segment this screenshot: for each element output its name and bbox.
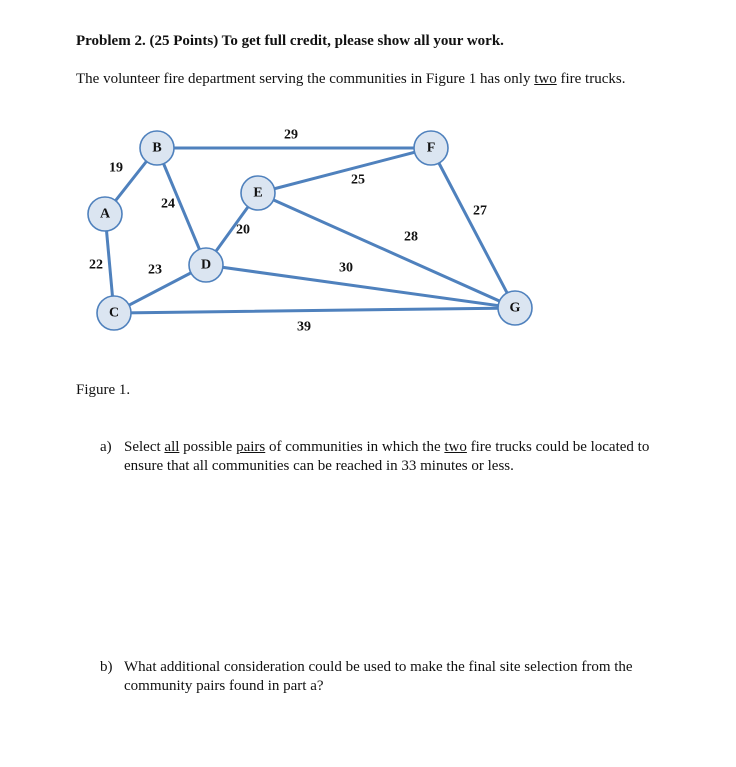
node-e — [241, 176, 275, 210]
node-label-b: B — [152, 140, 162, 156]
question-a-part-4: fire trucks could be located to ensure that all communities can be reached in 33 minutes or less. — [124, 439, 650, 474]
edge-f-g — [431, 148, 515, 308]
node-label-e: E — [253, 185, 263, 201]
question-a-underlined-two: two — [444, 439, 467, 455]
question-a-underlined-all: all — [164, 439, 180, 455]
problem-heading: Problem 2. (25 Points) To get full credit, please show all your work. — [76, 33, 504, 49]
node-f — [414, 131, 448, 165]
node-label-c: C — [108, 305, 120, 321]
intro-text-start: The volunteer fire department serving the communities in Figure 1 has only — [76, 71, 535, 87]
question-b-text: What additional consideration could be used to make the final site selection from the community pairs found in part a? — [124, 659, 633, 694]
question-b — [100, 658, 660, 696]
figure-caption: Figure 1. — [76, 382, 131, 398]
intro-text-end: fire trucks. — [556, 71, 626, 87]
edge-e-f — [258, 148, 431, 193]
node-label-g: G — [509, 300, 521, 316]
node-a — [88, 197, 122, 231]
edge-weight-e-g: 28 — [404, 229, 418, 245]
edge-weight-e-f: 25 — [351, 172, 365, 188]
node-g — [498, 291, 532, 325]
edge-weight-d-g: 30 — [339, 260, 353, 276]
edge-weight-c-d: 23 — [148, 262, 162, 278]
question-a-part-3: of communities in which the — [265, 439, 445, 455]
question-a-part-1: Select — [124, 439, 165, 455]
question-a-part-2: possible — [179, 439, 237, 455]
edge-weight-a-b: 19 — [109, 160, 123, 176]
node-label-a: A — [99, 206, 111, 222]
node-d — [189, 248, 223, 282]
question-b-letter: b) — [100, 659, 113, 675]
edge-weight-a-c: 22 — [89, 257, 103, 273]
node-label-f: F — [426, 140, 436, 156]
question-a — [100, 438, 660, 476]
edge-c-g — [114, 308, 515, 313]
edge-weight-f-g: 27 — [473, 203, 487, 219]
edge-weight-d-e: 20 — [236, 222, 250, 238]
node-label-d: D — [200, 257, 212, 273]
edge-weight-c-g: 39 — [297, 319, 311, 335]
question-a-underlined-pairs: pairs — [236, 439, 266, 455]
node-b — [140, 131, 174, 165]
question-a-text — [124, 438, 660, 476]
node-c — [97, 296, 131, 330]
edge-weight-b-d: 24 — [161, 196, 175, 212]
question-a-letter: a) — [100, 439, 112, 455]
intro-underlined-two: two — [534, 71, 557, 87]
edge-weight-b-f: 29 — [284, 127, 298, 143]
graph-edges — [105, 148, 515, 313]
